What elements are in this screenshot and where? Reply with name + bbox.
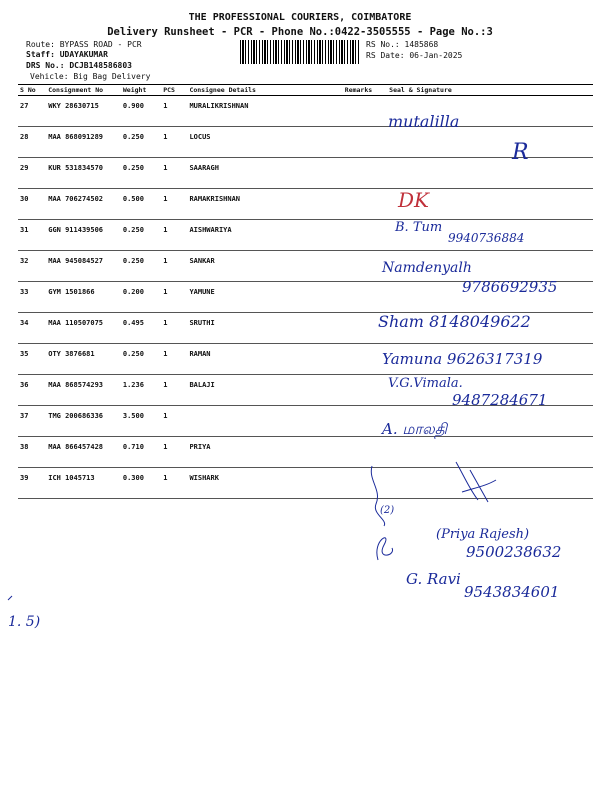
cell-consignment: MAA 868574293 (46, 375, 121, 406)
company-title: THE PROFESSIONAL COURIERS, COIMBATORE (188, 12, 412, 23)
cell-pcs: 1 (161, 313, 187, 344)
col-signature: Seal & Signature (387, 85, 593, 96)
cell-consignment: MAA 110507075 (46, 313, 121, 344)
cell-consignment: KUR 531834570 (46, 158, 121, 189)
signature-31-name: Namdenyalh (382, 260, 472, 276)
cell-pcs: 1 (161, 220, 187, 251)
cell-sno: 35 (18, 344, 46, 375)
cell-consignment: MAA 868091289 (46, 127, 121, 158)
signature-34-phone: 9487284671 (452, 391, 548, 409)
cell-consignment: WKY 28630715 (46, 96, 121, 127)
signature-34-name: V.G.Vimala. (388, 376, 463, 391)
cell-sno: 28 (18, 127, 46, 158)
cell-consignment: GYM 1501866 (46, 282, 121, 313)
scribble-38 (377, 538, 393, 560)
cell-consignee: PRIYA (187, 437, 342, 468)
col-remarks: Remarks (343, 85, 387, 96)
margin-tick (8, 596, 12, 600)
col-consignment: Consignment No (46, 85, 121, 96)
col-pcs: PCS (161, 85, 187, 96)
signature-38-name: (Priya Rajesh) (436, 527, 530, 542)
cell-consignment: MAA 706274502 (46, 189, 121, 220)
cell-sno: 38 (18, 437, 46, 468)
cell-sno: 34 (18, 313, 46, 344)
signature-33: Yamuna 9626317319 (382, 350, 543, 368)
signature-36: (2) (380, 505, 395, 516)
cell-sno: 27 (18, 96, 46, 127)
cell-pcs: 1 (161, 468, 187, 499)
cell-consignee: SRUTHI (187, 313, 342, 344)
cell-sno: 29 (18, 158, 46, 189)
col-sno: S No (18, 85, 46, 96)
signature-29: DK (398, 188, 429, 212)
signature-28: R (512, 140, 529, 165)
cell-consignee: AISHWARIYA (187, 220, 342, 251)
staff-label: Staff: UDAYAKUMAR (26, 50, 108, 59)
signature-35: A. மாலதி (382, 420, 448, 438)
cell-sno: 31 (18, 220, 46, 251)
signature-27: mutalilla (388, 112, 460, 131)
cell-weight: 0.710 (121, 437, 161, 468)
scribble-36 (456, 462, 496, 502)
cell-consignee: BALAJI (187, 375, 342, 406)
cell-weight: 1.236 (121, 375, 161, 406)
cell-sno: 32 (18, 251, 46, 282)
signature-31-phone: 9786692935 (462, 278, 558, 296)
cell-weight: 0.500 (121, 189, 161, 220)
cell-consignment: TMG 200686336 (46, 406, 121, 437)
cell-weight: 0.250 (121, 158, 161, 189)
col-consignee: Consignee Details (187, 85, 342, 96)
cell-weight: 0.250 (121, 127, 161, 158)
scribble-37 (371, 466, 384, 526)
cell-consignee: LOCUS (187, 127, 342, 158)
cell-consignment: ICH 1045713 (46, 468, 121, 499)
cell-weight: 0.250 (121, 344, 161, 375)
cell-weight: 0.900 (121, 96, 161, 127)
cell-pcs: 1 (161, 375, 187, 406)
cell-consignee: SANKAR (187, 251, 342, 282)
cell-consignee: YAMUNE (187, 282, 342, 313)
cell-pcs: 1 (161, 406, 187, 437)
cell-sno: 30 (18, 189, 46, 220)
cell-consignee: MURALIKRISHNAN (187, 96, 342, 127)
signature-39-name: G. Ravi (406, 570, 461, 588)
signature-30-name: B. Tum (395, 220, 443, 235)
cell-consignee: RAMAKRISHNAN (187, 189, 342, 220)
vehicle-label: Vehicle: Big Bag Delivery (30, 72, 151, 81)
cell-weight: 0.200 (121, 282, 161, 313)
cell-consignment: GGN 911439506 (46, 220, 121, 251)
cell-pcs: 1 (161, 344, 187, 375)
runsheet-subtitle: Delivery Runsheet - PCR - Phone No.:0422-3505555 - Page No.:3 (107, 26, 493, 38)
cell-sno: 39 (18, 468, 46, 499)
cell-weight: 0.250 (121, 220, 161, 251)
signature-32: Sham 8148049622 (378, 312, 531, 331)
cell-pcs: 1 (161, 189, 187, 220)
cell-sno: 36 (18, 375, 46, 406)
cell-sno: 37 (18, 406, 46, 437)
cell-pcs: 1 (161, 251, 187, 282)
cell-pcs: 1 (161, 437, 187, 468)
rs-date: RS Date: 06-Jan-2025 (366, 51, 463, 60)
cell-weight: 0.250 (121, 251, 161, 282)
cell-weight: 3.500 (121, 406, 161, 437)
cell-weight: 0.495 (121, 313, 161, 344)
cell-pcs: 1 (161, 282, 187, 313)
route-label: Route: BYPASS ROAD - PCR (26, 40, 142, 49)
signature-30-phone: 9940736884 (448, 231, 525, 245)
cell-consignee: SAARAGH (187, 158, 342, 189)
cell-consignment: MAA 866457428 (46, 437, 121, 468)
rs-number: RS No.: 1485868 (366, 40, 439, 49)
cell-consignment: MAA 945084527 (46, 251, 121, 282)
cell-weight: 0.300 (121, 468, 161, 499)
col-weight: Weight (121, 85, 161, 96)
signature-38-phone: 9500238632 (466, 543, 562, 561)
cell-pcs: 1 (161, 158, 187, 189)
cell-consignee: WISHARK (187, 468, 342, 499)
cell-pcs: 1 (161, 96, 187, 127)
signature-39-phone: 9543834601 (464, 583, 560, 601)
drs-number: DRS No.: DCJB148586803 (26, 61, 132, 70)
margin-note: 1. 5) (8, 614, 41, 630)
cell-sno: 33 (18, 282, 46, 313)
cell-consignment: OTY 3876681 (46, 344, 121, 375)
cell-consignee: RAMAN (187, 344, 342, 375)
cell-pcs: 1 (161, 127, 187, 158)
